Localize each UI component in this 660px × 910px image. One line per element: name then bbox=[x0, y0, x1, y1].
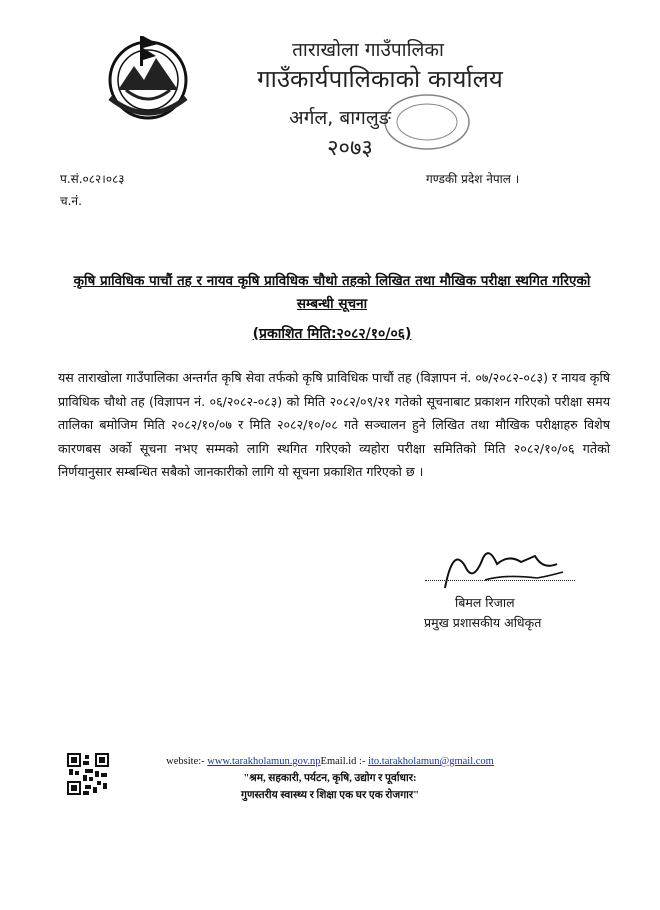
qr-code-icon bbox=[67, 753, 109, 795]
email-link[interactable]: ito.tarakholamun@gmail.com bbox=[368, 756, 494, 767]
established-year: २०७३ bbox=[327, 136, 373, 161]
dispatch-number: च.नं. bbox=[60, 194, 82, 208]
published-date: (प्रकाशित मिति:२०८२/१०/०६) bbox=[252, 326, 412, 342]
office-location: अर्गल, बागलुङ bbox=[289, 107, 391, 129]
website-label: website:- bbox=[166, 756, 205, 767]
email-label: Email.id :- bbox=[320, 756, 366, 767]
signature-line bbox=[425, 580, 575, 581]
office-name: गाउँकार्यपालिकाको कार्यालय bbox=[257, 65, 503, 93]
municipality-name: ताराखोला गाउँपालिका bbox=[292, 39, 444, 61]
province-label: गण्डकी प्रदेश नेपाल । bbox=[426, 172, 520, 186]
slogan-line-2: गुणस्तरीय स्वास्थ्य र शिक्षा एक घर एक रोजगार" bbox=[241, 790, 419, 801]
notice-body: यस ताराखोला गाउँपालिका अन्तर्गत कृषि सेवा तर्फको कृषि प्राविधिक पाचौं तह (विज्ञापन नं. ०७/२०८२-०८३) र नायव कृषि प्राविधिक चौथो तह (विज्ञापन नं. ०६/२०८२-०८३) को मिति २०८२/०९/२१ गतेको सूचनाबाट प्रकाशन गरिएको परीक्षा समय तालिका बमोजिम मिति २०८२/१०/०७ र मिति २०८२/१०/०८ गते सञ्चालन हुने लिखित तथा मौखिक परीक्षाहरु विशेष कारणबस अर्को सूचना नभए सम्मको लागि स्थगित गरिएको व्यहोरा परीक्षा समितिको मिति २०८२/१०/०६ गतेको निर्णयानुसार सम्बन्धित सबैको जानकारीको लागि यो सूचना प्रकाशित गरिएको छ । bbox=[58, 370, 610, 479]
notice-subject: कृषि प्राविधिक पाचौं तह र नायव कृषि प्राविधिक चौथो तहको लिखित तथा मौखिक परीक्षा स्थगित गरिएको सम्बन्धी सूचना bbox=[73, 273, 591, 312]
slogan-line-1: "श्रम, सहकारी, पर्यटन, कृषि, उद्योग र पूर्वाधार: bbox=[243, 773, 417, 784]
signatory-title: प्रमुख प्रशासकीय अधिकृत bbox=[424, 615, 542, 630]
signatory-name: बिमल रिजाल bbox=[455, 595, 515, 610]
reference-number: प.सं.०८२।०८३ bbox=[60, 172, 125, 186]
office-seal-stamp bbox=[382, 92, 472, 152]
government-emblem-icon bbox=[96, 28, 206, 123]
website-link[interactable]: www.tarakholamun.gov.np bbox=[207, 756, 321, 767]
footer-contact bbox=[140, 753, 520, 804]
signature-mark bbox=[425, 536, 575, 600]
